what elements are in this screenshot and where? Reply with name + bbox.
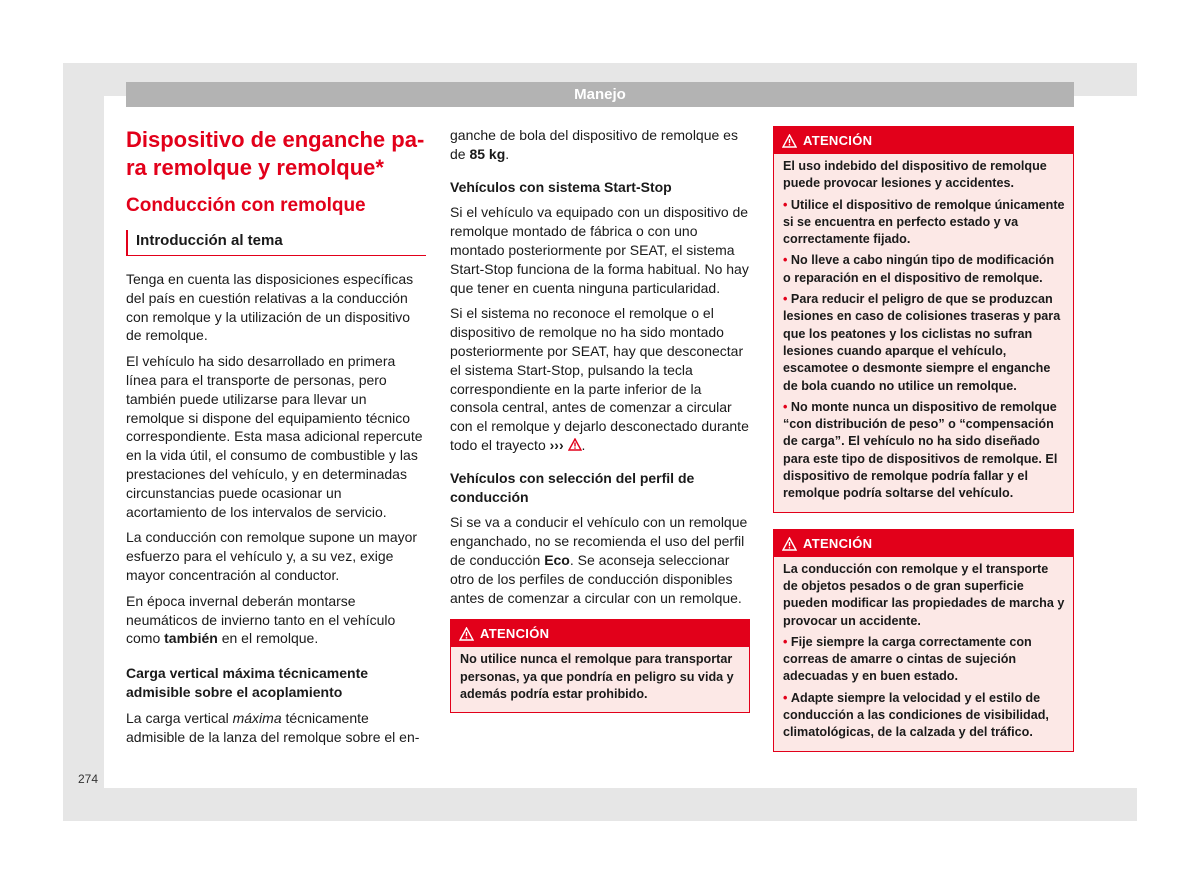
paragraph: ganche de bola del dispositivo de remolque es de 85 kg.	[450, 127, 738, 162]
warning-bullet: • Fije siempre la carga correctamente con correas de amarre o cintas de sujeción adecuadas y en buen estado.	[783, 634, 1065, 686]
paragraph: La carga vertical máxima técnicamente admisible de la lanza del remolque sobre el en-	[126, 709, 420, 745]
warning-body	[451, 647, 749, 712]
subheading: Vehículos con sistema Start-Stop	[450, 178, 672, 195]
paragraph: Tenga en cuenta las disposiciones específicas del país en cuestión relativas a la conducción con remolque y la utilización de un dispositivo de remolque.	[126, 271, 414, 344]
paragraph: Si se va a conducir el vehículo con un remolque enganchado, no se recomienda el uso del perfil de conducción Eco. Se aconseja seleccionar otro de los perfiles de conducción disponibles antes de comenzar a circular con un remolque.	[450, 514, 748, 606]
paragraph: En época invernal deberán montarse neumáticos de invierno tanto en el vehículo como también en el remolque.	[126, 592, 396, 647]
column-right	[773, 126, 1074, 768]
cross-reference-link[interactable]: ›››	[549, 436, 564, 453]
section-title: Conducción con remolque	[126, 195, 366, 216]
warning-header	[774, 530, 1073, 557]
paragraph: La conducción con remolque supone un mayor esfuerzo para el vehículo y, a su vez, exige mayor concentración al conductor.	[126, 529, 418, 583]
warning-bullet: • Utilice el dispositivo de remolque únicamente si se encuentra en perfecto estado y va correctamente fijado.	[783, 197, 1065, 249]
warning-label: ATENCIÓN	[803, 133, 873, 148]
paragraph: Si el sistema no reconoce el remolque o el dispositivo de remolque no ha sido montado posteriormente por SEAT, hay que desconectar el sistema Start-Stop, pulsando la tecla correspondiente en la parte inferior de la consola central, antes de comenzar a circular con el remolque y dejarlo desconectado durante todo el trayecto ››› .	[450, 305, 749, 453]
warning-bullet: • No monte nunca un dispositivo de remolque “con distribución de peso” o “compensación de carga”. El vehículo no ha sido diseñado para este tipo de dispositivos de remolque. El dispositivo de remolque podría fallar y el remolque podría soltarse del vehículo.	[783, 399, 1065, 503]
warning-header	[451, 620, 749, 647]
warning-triangle-icon[interactable]	[568, 438, 582, 451]
paragraph: Si el vehículo va equipado con un dispositivo de remolque montado de fábrica o con uno montado posteriormente por SEAT, el sistema Start-Stop funciona de la forma habitual. No hay que tener en cuenta ninguna particularidad.	[450, 204, 749, 296]
warning-triangle-icon	[782, 537, 797, 551]
warning-header	[774, 127, 1073, 154]
warning-box	[450, 619, 750, 713]
warning-triangle-icon	[782, 134, 797, 148]
warning-box	[773, 529, 1074, 752]
chapter-title: Dispositivo de enganche pa- ra remolque y remolque*	[126, 127, 425, 180]
warning-bullet: • Adapte siempre la velocidad y el estilo de conducción a las condiciones de visibilidad, climatológicas, de la calzada y del tráfico.	[783, 690, 1065, 742]
topic-heading-label: Introducción al tema	[136, 232, 283, 249]
warning-intro: El uso indebido del dispositivo de remolque puede provocar lesiones y accidentes.	[783, 159, 1047, 191]
warning-body	[774, 154, 1073, 512]
warning-triangle-icon	[459, 627, 474, 641]
subheading: Carga vertical máxima técnicamente admisible sobre el acoplamiento	[126, 665, 369, 700]
column-left	[126, 126, 426, 753]
column-middle	[450, 126, 750, 729]
warning-box	[773, 126, 1074, 513]
page-number: 274	[78, 772, 99, 786]
warning-body	[774, 557, 1073, 751]
warning-label: ATENCIÓN	[803, 535, 873, 551]
topic-heading	[126, 230, 426, 256]
warning-text: No utilice nunca el remolque para transportar personas, ya que pondría en peligro su vida y además podría estar prohibido.	[460, 652, 734, 701]
warning-label: ATENCIÓN	[480, 626, 550, 642]
warning-intro: La conducción con remolque y el transporte de objetos pesados o de gran superficie pueden modificar las propiedades de marcha y provocar un accidente.	[783, 561, 1065, 628]
warning-bullet: • Para reducir el peligro de que se produzcan lesiones en caso de colisiones traseras y para que los peatones y los ciclistas no sufran lesiones cuando aparque el vehículo, escamotee o desmonte siempre el enganche de bola cuando no utilice un remolque.	[783, 291, 1065, 395]
paragraph: El vehículo ha sido desarrollado en primera línea para el transporte de personas, pero también puede utilizarse para llevar un remolque si dispone del equipamiento técnico correspondiente. Esta masa adicional repercute en la vida útil, el consumo de combustible y las prestaciones del vehículo, y en determinadas circunstancias puede ocasionar un acortamiento de los intervalos de servicio.	[126, 353, 423, 520]
section-header: Manejo	[126, 82, 1074, 107]
warning-bullet: • No lleve a cabo ningún tipo de modificación o reparación en el dispositivo de remolque.	[783, 252, 1065, 287]
subheading: Vehículos con selección del perfil de conducción	[450, 469, 695, 505]
